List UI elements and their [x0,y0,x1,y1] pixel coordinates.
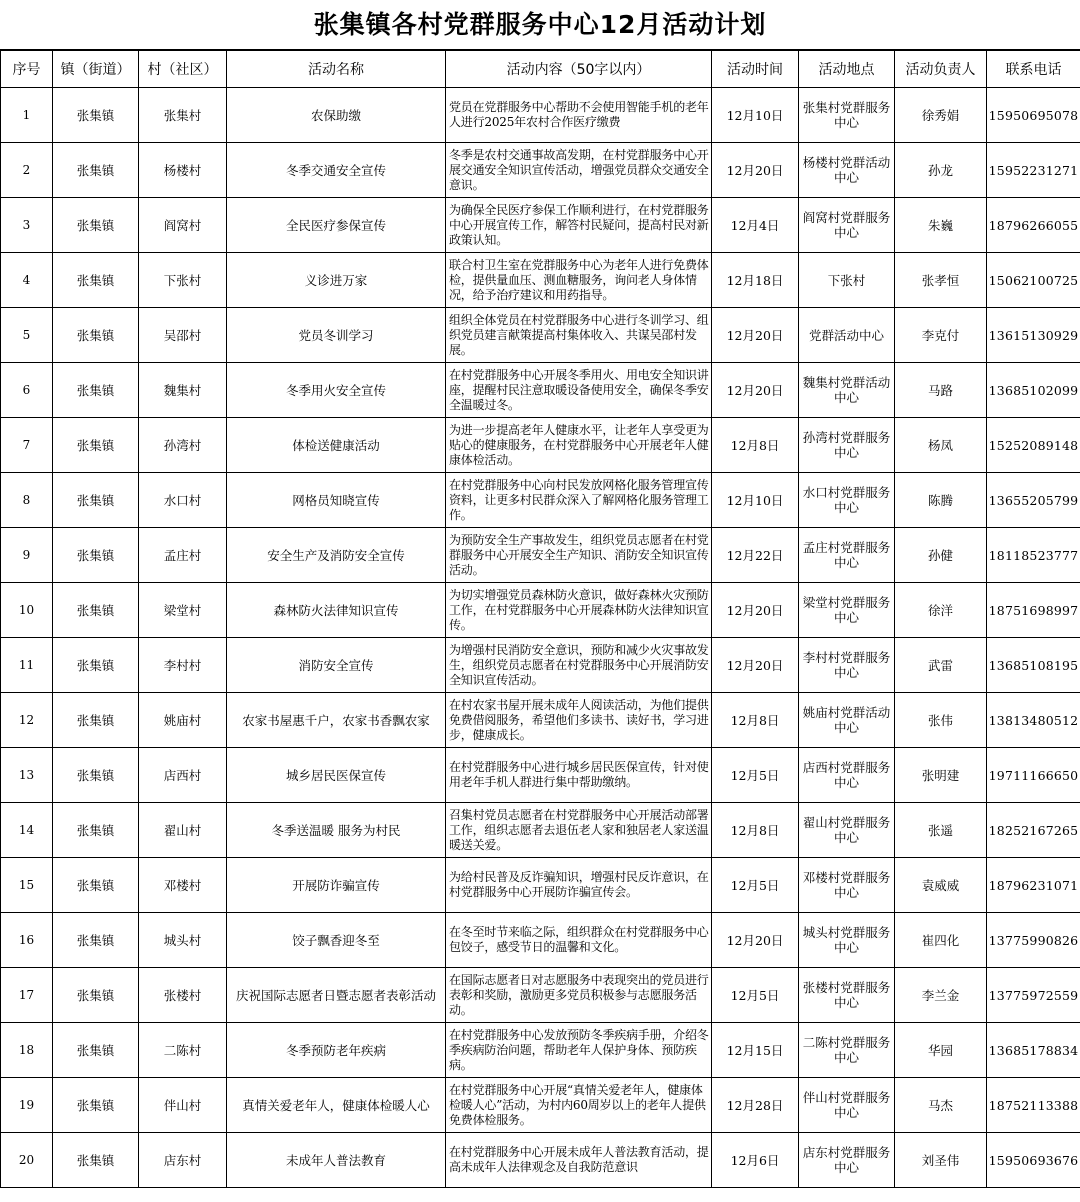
sheet-title: 张集镇各村党群服务中心12月活动计划 [0,0,1080,50]
col-header-activity-time: 活动时间 [712,51,799,88]
village-cell: 孟庄村 [139,528,227,583]
activity-name-cell: 冬季用火安全宣传 [227,363,446,418]
leader-cell: 张孝恒 [895,253,987,308]
activity-time-cell: 12月10日 [712,88,799,143]
activity-name-cell: 冬季预防老年疾病 [227,1023,446,1078]
activity-place-cell: 下张村 [799,253,895,308]
phone-cell: 19711166650 [987,748,1080,803]
town-cell: 张集镇 [53,363,139,418]
phone-cell: 18751698997 [987,583,1080,638]
leader-cell: 徐秀娟 [895,88,987,143]
table-row [1,363,1080,418]
activity-name-cell: 党员冬训学习 [227,308,446,363]
col-header-no: 序号 [1,51,53,88]
col-header-leader: 活动负责人 [895,51,987,88]
village-cell: 孙湾村 [139,418,227,473]
village-cell: 梁堂村 [139,583,227,638]
leader-cell: 朱巍 [895,198,987,253]
phone-cell: 13775972559 [987,968,1080,1023]
activity-time-cell: 12月20日 [712,913,799,968]
activity-time-cell: 12月20日 [712,583,799,638]
activity-content-cell: 在村党群服务中心开展未成年人普法教育活动，提高未成年人法律观念及自我防范意识 [446,1133,712,1188]
phone-cell: 13685108195 [987,638,1080,693]
row-number: 14 [1,803,53,858]
town-cell: 张集镇 [53,528,139,583]
phone-cell: 13685102099 [987,363,1080,418]
phone-cell: 18118523777 [987,528,1080,583]
table-row [1,253,1080,308]
table-row [1,528,1080,583]
activity-time-cell: 12月18日 [712,253,799,308]
leader-cell: 崔四化 [895,913,987,968]
phone-cell: 15062100725 [987,253,1080,308]
activity-time-cell: 12月20日 [712,308,799,363]
town-cell: 张集镇 [53,748,139,803]
phone-cell: 13685178834 [987,1023,1080,1078]
town-cell: 张集镇 [53,913,139,968]
col-header-activity-place: 活动地点 [799,51,895,88]
activity-time-cell: 12月5日 [712,858,799,913]
activity-name-cell: 森林防火法律知识宣传 [227,583,446,638]
village-cell: 邓楼村 [139,858,227,913]
activity-name-cell: 农家书屋惠千户，农家书香飘农家 [227,693,446,748]
phone-cell: 13813480512 [987,693,1080,748]
leader-cell: 张遥 [895,803,987,858]
row-number: 7 [1,418,53,473]
activity-content-cell: 为切实增强党员森林防火意识，做好森林火灾预防工作，在村党群服务中心开展森林防火法律知识宣传。 [446,583,712,638]
table-row [1,638,1080,693]
table-row [1,88,1080,143]
row-number: 15 [1,858,53,913]
phone-cell: 18796231071 [987,858,1080,913]
activity-name-cell: 庆祝国际志愿者日暨志愿者表彰活动 [227,968,446,1023]
activity-place-cell: 姚庙村党群活动中心 [799,693,895,748]
leader-cell: 李克付 [895,308,987,363]
leader-cell: 袁威威 [895,858,987,913]
town-cell: 张集镇 [53,143,139,198]
col-header-activity-name: 活动名称 [227,51,446,88]
activity-name-cell: 体检送健康活动 [227,418,446,473]
activity-time-cell: 12月20日 [712,638,799,693]
activity-content-cell: 在国际志愿者日对志愿服务中表现突出的党员进行表彰和奖励，激励更多党员积极参与志愿服务活动。 [446,968,712,1023]
activity-place-cell: 梁堂村党群服务中心 [799,583,895,638]
activity-place-cell: 张楼村党群服务中心 [799,968,895,1023]
table-body [1,88,1080,1188]
activity-content-cell: 党员在党群服务中心帮助不会使用智能手机的老年人进行2025年农村合作医疗缴费 [446,88,712,143]
table-row [1,803,1080,858]
village-cell: 水口村 [139,473,227,528]
table-row [1,198,1080,253]
village-cell: 下张村 [139,253,227,308]
table-row [1,418,1080,473]
activity-name-cell: 全民医疗参保宣传 [227,198,446,253]
town-cell: 张集镇 [53,638,139,693]
row-number: 17 [1,968,53,1023]
activity-content-cell: 在村农家书屋开展未成年人阅读活动，为他们提供免费借阅服务，希望他们多读书、读好书，学习进步，健康成长。 [446,693,712,748]
activity-time-cell: 12月10日 [712,473,799,528]
row-number: 2 [1,143,53,198]
activity-content-cell: 为给村民普及反诈骗知识，增强村民反诈意识，在村党群服务中心开展防诈骗宣传会。 [446,858,712,913]
row-number: 10 [1,583,53,638]
town-cell: 张集镇 [53,858,139,913]
table-row [1,143,1080,198]
activity-time-cell: 12月22日 [712,528,799,583]
activity-time-cell: 12月4日 [712,198,799,253]
village-cell: 店西村 [139,748,227,803]
activity-place-cell: 城头村党群服务中心 [799,913,895,968]
activity-time-cell: 12月8日 [712,418,799,473]
row-number: 5 [1,308,53,363]
activity-name-cell: 冬季送温暖 服务为村民 [227,803,446,858]
table-row [1,473,1080,528]
town-cell: 张集镇 [53,253,139,308]
row-number: 19 [1,1078,53,1133]
village-cell: 城头村 [139,913,227,968]
table-row [1,968,1080,1023]
village-cell: 翟山村 [139,803,227,858]
town-cell: 张集镇 [53,1023,139,1078]
phone-cell: 18252167265 [987,803,1080,858]
table-row [1,913,1080,968]
activity-time-cell: 12月20日 [712,363,799,418]
leader-cell: 李兰金 [895,968,987,1023]
leader-cell: 陈腾 [895,473,987,528]
col-header-village: 村（社区） [139,51,227,88]
row-number: 12 [1,693,53,748]
activity-place-cell: 党群活动中心 [799,308,895,363]
row-number: 18 [1,1023,53,1078]
row-number: 16 [1,913,53,968]
activity-name-cell: 义诊进万家 [227,253,446,308]
activity-content-cell: 为进一步提高老年人健康水平，让老年人享受更为贴心的健康服务，在村党群服务中心开展老年人健康体检活动。 [446,418,712,473]
table-row [1,1023,1080,1078]
table-row [1,693,1080,748]
activity-content-cell: 在村党群服务中心开展“真情关爱老年人，健康体检暖人心”活动，为村内60周岁以上的老年人提供免费体检服务。 [446,1078,712,1133]
col-header-activity-content: 活动内容（50字以内） [446,51,712,88]
row-number: 8 [1,473,53,528]
col-header-town: 镇（街道） [53,51,139,88]
row-number: 9 [1,528,53,583]
activity-place-cell: 孙湾村党群服务中心 [799,418,895,473]
village-cell: 张集村 [139,88,227,143]
activity-place-cell: 张集村党群服务中心 [799,88,895,143]
activity-time-cell: 12月15日 [712,1023,799,1078]
activity-name-cell: 真情关爱老年人，健康体检暖人心 [227,1078,446,1133]
leader-cell: 孙龙 [895,143,987,198]
phone-cell: 18796266055 [987,198,1080,253]
row-number: 4 [1,253,53,308]
activity-time-cell: 12月5日 [712,748,799,803]
activity-time-cell: 12月20日 [712,143,799,198]
row-number: 20 [1,1133,53,1188]
town-cell: 张集镇 [53,693,139,748]
village-cell: 李村村 [139,638,227,693]
leader-cell: 华园 [895,1023,987,1078]
leader-cell: 徐洋 [895,583,987,638]
phone-cell: 15950693676 [987,1133,1080,1188]
row-number: 13 [1,748,53,803]
village-cell: 姚庙村 [139,693,227,748]
activity-content-cell: 在村党群服务中心开展冬季用火、用电安全知识讲座，提醒村民注意取暖设备使用安全，确保冬季安全温暖过冬。 [446,363,712,418]
activity-place-cell: 店西村党群服务中心 [799,748,895,803]
activity-place-cell: 孟庄村党群服务中心 [799,528,895,583]
activity-place-cell: 阎窝村党群服务中心 [799,198,895,253]
activity-content-cell: 为预防安全生产事故发生，组织党员志愿者在村党群服务中心开展安全生产知识、消防安全知识宣传活动。 [446,528,712,583]
leader-cell: 刘圣伟 [895,1133,987,1188]
town-cell: 张集镇 [53,968,139,1023]
town-cell: 张集镇 [53,198,139,253]
row-number: 6 [1,363,53,418]
leader-cell: 武雷 [895,638,987,693]
leader-cell: 张明建 [895,748,987,803]
activity-content-cell: 组织全体党员在村党群服务中心进行冬训学习、组织党员建言献策提高村集体收入、共谋吴邵村发展。 [446,308,712,363]
activity-table [0,50,1080,1188]
village-cell: 魏集村 [139,363,227,418]
activity-place-cell: 二陈村党群服务中心 [799,1023,895,1078]
leader-cell: 杨凤 [895,418,987,473]
town-cell: 张集镇 [53,473,139,528]
village-cell: 杨楼村 [139,143,227,198]
activity-content-cell: 联合村卫生室在党群服务中心为老年人进行免费体检，提供量血压、测血糖服务，询问老人身体情况，给予治疗建议和用药指导。 [446,253,712,308]
activity-place-cell: 水口村党群服务中心 [799,473,895,528]
leader-cell: 孙健 [895,528,987,583]
table-row [1,1133,1080,1188]
table-row [1,858,1080,913]
activity-time-cell: 12月8日 [712,803,799,858]
activity-content-cell: 在村党群服务中心发放预防冬季疾病手册，介绍冬季疾病防治问题，帮助老年人保护身体、预防疾病。 [446,1023,712,1078]
activity-content-cell: 在冬至时节来临之际，组织群众在村党群服务中心包饺子，感受节日的温馨和文化。 [446,913,712,968]
activity-place-cell: 杨楼村党群活动中心 [799,143,895,198]
activity-content-cell: 在村党群服务中心向村民发放网格化服务管理宣传资料，让更多村民群众深入了解网格化服务管理工作。 [446,473,712,528]
activity-place-cell: 魏集村党群活动中心 [799,363,895,418]
phone-cell: 13775990826 [987,913,1080,968]
activity-name-cell: 开展防诈骗宣传 [227,858,446,913]
row-number: 1 [1,88,53,143]
village-cell: 阎窝村 [139,198,227,253]
activity-place-cell: 店东村党群服务中心 [799,1133,895,1188]
phone-cell: 15252089148 [987,418,1080,473]
activity-content-cell: 为确保全民医疗参保工作顺利进行，在村党群服务中心开展宣传工作，解答村民疑问，提高村民对新政策认知。 [446,198,712,253]
leader-cell: 张伟 [895,693,987,748]
phone-cell: 13615130929 [987,308,1080,363]
activity-content-cell: 召集村党员志愿者在村党群服务中心开展活动部署工作，组织志愿者去退伍老人家和独居老人家送温暖送关爱。 [446,803,712,858]
town-cell: 张集镇 [53,583,139,638]
town-cell: 张集镇 [53,1078,139,1133]
table-row [1,748,1080,803]
leader-cell: 马杰 [895,1078,987,1133]
town-cell: 张集镇 [53,418,139,473]
town-cell: 张集镇 [53,1133,139,1188]
activity-place-cell: 翟山村党群服务中心 [799,803,895,858]
village-cell: 店东村 [139,1133,227,1188]
header-row [1,51,1080,88]
table-row [1,308,1080,363]
activity-time-cell: 12月28日 [712,1078,799,1133]
village-cell: 二陈村 [139,1023,227,1078]
col-header-phone: 联系电话 [987,51,1080,88]
activity-time-cell: 12月8日 [712,693,799,748]
activity-name-cell: 城乡居民医保宣传 [227,748,446,803]
activity-name-cell: 饺子飘香迎冬至 [227,913,446,968]
table-row [1,1078,1080,1133]
town-cell: 张集镇 [53,308,139,363]
activity-name-cell: 网格员知晓宣传 [227,473,446,528]
village-cell: 伴山村 [139,1078,227,1133]
activity-place-cell: 李村村党群服务中心 [799,638,895,693]
activity-content-cell: 为增强村民消防安全意识，预防和减少火灾事故发生，组织党员志愿者在村党群服务中心开展消防安全知识宣传活动。 [446,638,712,693]
activity-content-cell: 在村党群服务中心进行城乡居民医保宣传，针对使用老年手机人群进行集中帮助缴纳。 [446,748,712,803]
village-cell: 吴邵村 [139,308,227,363]
activity-name-cell: 安全生产及消防安全宣传 [227,528,446,583]
phone-cell: 18752113388 [987,1078,1080,1133]
phone-cell: 15950695078 [987,88,1080,143]
row-number: 3 [1,198,53,253]
activity-content-cell: 冬季是农村交通事故高发期，在村党群服务中心开展交通安全知识宣传活动，增强党员群众交通安全意识。 [446,143,712,198]
activity-name-cell: 冬季交通安全宣传 [227,143,446,198]
phone-cell: 13655205799 [987,473,1080,528]
town-cell: 张集镇 [53,803,139,858]
leader-cell: 马路 [895,363,987,418]
town-cell: 张集镇 [53,88,139,143]
activity-name-cell: 消防安全宣传 [227,638,446,693]
activity-name-cell: 农保助缴 [227,88,446,143]
village-cell: 张楼村 [139,968,227,1023]
activity-place-cell: 邓楼村党群服务中心 [799,858,895,913]
phone-cell: 15952231271 [987,143,1080,198]
row-number: 11 [1,638,53,693]
activity-time-cell: 12月6日 [712,1133,799,1188]
activity-name-cell: 未成年人普法教育 [227,1133,446,1188]
activity-time-cell: 12月5日 [712,968,799,1023]
table-row [1,583,1080,638]
activity-place-cell: 伴山村党群服务中心 [799,1078,895,1133]
